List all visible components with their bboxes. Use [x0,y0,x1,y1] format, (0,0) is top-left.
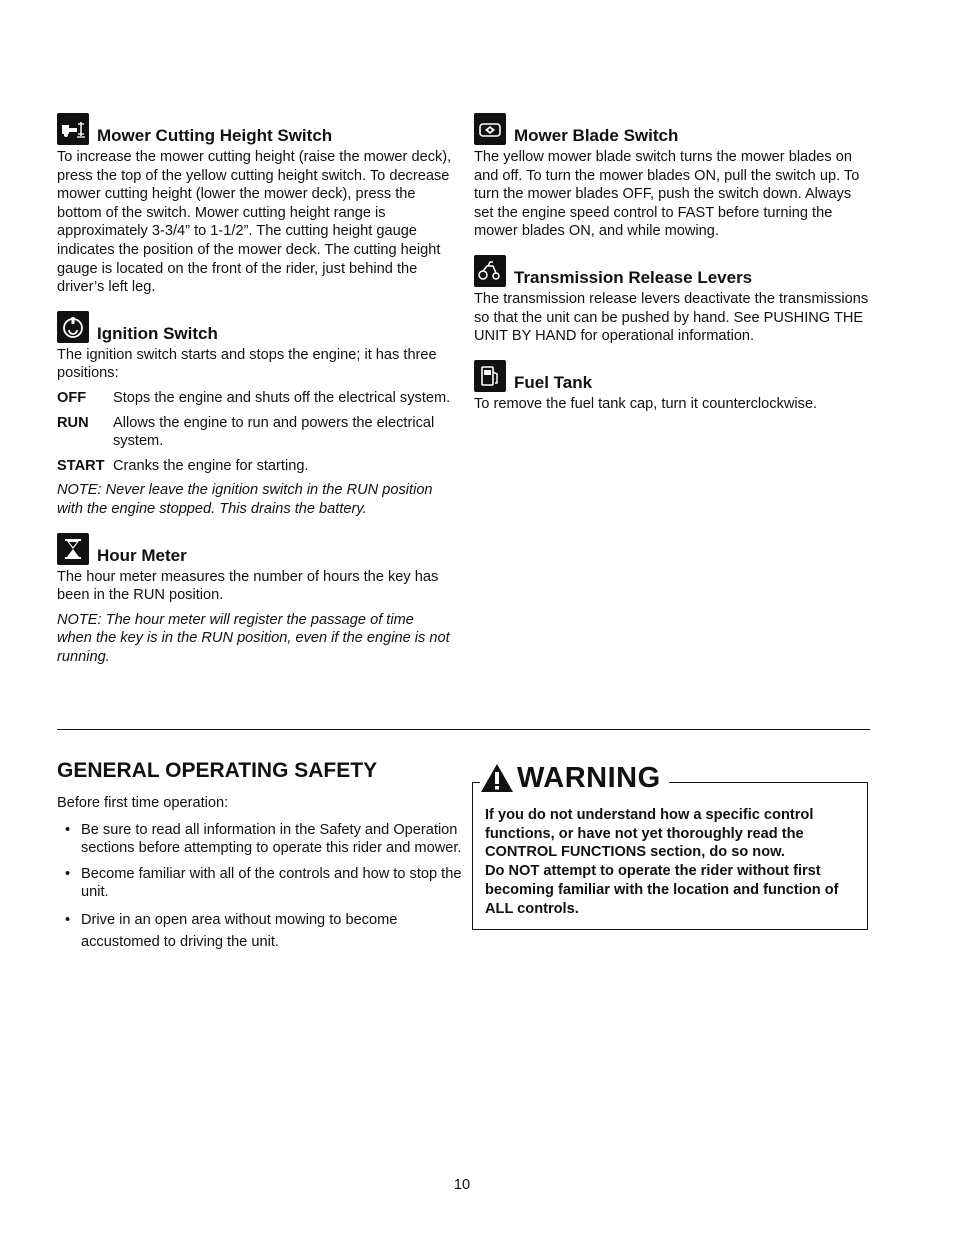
position-key: START [57,457,105,474]
ignition-body: The ignition switch starts and stops the engine; it has three positions: [57,346,437,382]
section-divider [57,729,870,730]
ignition-note: NOTE: Never leave the ignition switch in the RUN position with the engine stopped. This drains the battery. [57,482,433,517]
ignition-heading [57,311,452,343]
list-item [57,821,467,858]
warning-line-1: If you do not understand how a specific control functions, or have not yet thoroughly read the CONTROL FUNCTIONS section, do so now. [485,807,814,861]
hourglass-icon [57,533,89,565]
warning-text [485,806,860,918]
transmission-heading [474,255,869,287]
transmission-section [474,255,869,346]
warning-heading [480,762,669,794]
warning-triangle-icon [480,763,514,793]
page-number: 10 [453,1177,471,1193]
transmission-title: Transmission Release Levers [514,267,753,287]
fuel-tank-heading [474,360,869,392]
cutting-height-heading [57,113,452,145]
general-safety-section [57,758,467,961]
cutting-height-section [57,113,452,297]
right-column [474,113,869,427]
hour-meter-body: The hour meter measures the number of hours the key has been in the RUN position. [57,568,439,604]
bullet-text: Become familiar with all of the controls and how to stop the unit. [81,865,462,901]
mower-blade-icon [474,113,506,145]
position-row-start [57,457,452,476]
tractor-release-icon [474,255,506,287]
position-text: Stops the engine and shuts off the electrical system. [113,389,451,406]
ignition-title: Ignition Switch [97,323,218,343]
fuel-pump-icon [474,360,506,392]
position-key: OFF [57,389,87,406]
cutting-height-title: Mower Cutting Height Switch [97,126,333,145]
bullet-icon: • [65,865,71,882]
hour-meter-section [57,533,452,667]
transmission-body: The transmission release levers deactivate the transmissions so that the unit can be pushed by hand. See PUSHING THE UNIT BY HAND for operational information. [474,290,869,345]
blade-switch-heading [474,113,869,145]
bullet-text: Be sure to read all information in the Safety and Operation sections before attempting to operate this rider and mower. [81,821,462,857]
position-text: Allows the engine to run and powers the electrical system. [113,414,435,450]
cutting-height-icon [57,113,89,145]
hour-meter-heading [57,533,452,565]
fuel-tank-body: To remove the fuel tank cap, turn it counterclockwise. [474,395,818,412]
bullet-icon: • [65,821,71,838]
general-safety-title: GENERAL OPERATING SAFETY [57,759,378,782]
blade-switch-title: Mower Blade Switch [514,126,679,145]
blade-switch-body: The yellow mower blade switch turns the mower blades on and off. To turn the mower blades ON, pull the switch up. To turn the mower blades OFF, push the switch down. Always set the engine speed control to FAST before turning the mower blades ON, and while mowing. [474,149,860,240]
hour-meter-note: NOTE: The hour meter will register the passage of time when the key is in the RUN position, even if the engine is not running. [57,611,450,665]
hour-meter-title: Hour Meter [97,545,187,565]
position-row-run [57,414,452,451]
blade-switch-section [474,113,869,241]
general-safety-intro: Before first time operation: [57,795,229,811]
list-item [57,865,467,902]
list-item [57,909,467,954]
bullet-icon: • [65,911,71,928]
left-column [57,113,452,680]
ignition-section [57,311,452,519]
warning-label: WARNING [517,762,661,794]
position-text: Cranks the engine for starting. [113,457,309,474]
ignition-icon [57,311,89,343]
cutting-height-body: To increase the mower cutting height (raise the mower deck), press the top of the yellow cutting height switch. To decrease mower cutting height (lower the mower deck), press the bottom of the switch. Mower cutting height range is approximately 3-3/4” to 1-1/2”. The cutting height gauge indicates the position of the mower deck. The cutting height gauge is located on the front of the rider, just behind the driver’s left leg. [57,149,452,296]
fuel-tank-section [474,360,869,414]
fuel-tank-title: Fuel Tank [514,372,593,392]
position-row-off [57,389,452,408]
position-key: RUN [57,414,89,431]
warning-line-2: Do NOT attempt to operate the rider without first becoming familiar with the location and function of ALL controls. [485,863,839,917]
bullet-text: Drive in an open area without mowing to become accustomed to driving the unit. [81,911,398,951]
